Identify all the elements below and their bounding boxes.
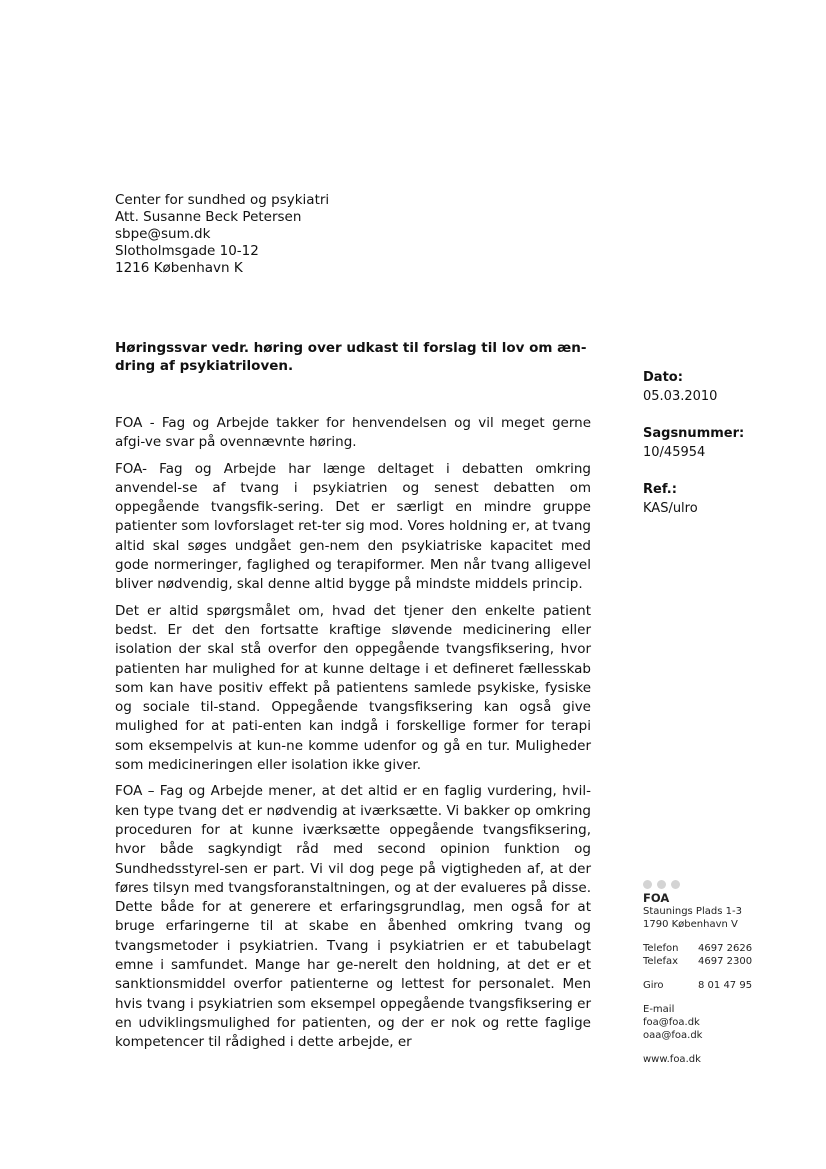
reference-label: Ref.: (643, 482, 677, 497)
email-address: oaa@foa.dk (643, 1030, 703, 1041)
recipient-line: 1216 København K (115, 260, 243, 276)
sender-city: 1790 København V (643, 919, 738, 930)
body-paragraph: FOA- Fag og Arbejde har længe deltaget i debatten omkring anvendel-se af tvang i psykiatrien og senest debatten om oppegående tvangsfik-sering. Det er særligt en mindre gruppe patienter som lovforslaget ret-ter sig mod. Vores holdning er, at tvang altid skal søges undgået gen-nem den psykiatriske kapacitet med gode normeringer, faglighed og terapiformer. Men når tvang alligevel bliver nødvendig, skal denne altid bygge på mindste middels princip. (115, 460, 591, 593)
fax-label: Telefax (643, 956, 679, 967)
letter-metadata (643, 368, 744, 536)
recipient-line: Att. Susanne Beck Petersen (115, 209, 302, 225)
sender-name: FOA (643, 891, 670, 905)
fax-row (643, 955, 752, 968)
phone-value: 4697 2626 (698, 943, 753, 954)
sender-street: Staunings Plads 1-3 (643, 906, 742, 917)
email-address: foa@foa.dk (643, 1017, 700, 1028)
recipient-email: sbpe@sum.dk (115, 226, 211, 242)
recipient-address (115, 192, 329, 277)
letter-subject: Høringssvar vedr. høring over udkast til forslag til lov om æn-dring af psykiatriloven. (115, 340, 587, 374)
case-number-value: 10/45954 (643, 445, 706, 460)
recipient-line: Center for sundhed og psykiatri (115, 192, 330, 208)
email-label: E-mail (643, 1004, 675, 1015)
case-number-label: Sagsnummer: (643, 426, 745, 441)
giro-value: 8 01 47 95 (698, 980, 753, 991)
body-paragraph: FOA - Fag og Arbejde takker for henvendelsen og vil meget gerne afgi-ve svar på ovennævnte høring. (115, 415, 591, 451)
phone-label: Telefon (643, 943, 679, 954)
body-paragraph: FOA – Fag og Arbejde mener, at det altid er en faglig vurdering, hvil-ken type tvang det er nødvendig at iværksætte. Vi bakker op omkring proceduren for at kunne iværksætte oppegående tvangsfiksering, hvor både sagkyndigt råd med second opinion funktion og Sundhedsstyrel-sen er part. Vi vil dog pege på vigtigheden af, at der føres tilsyn med tvangsforanstaltningen, og at der evalueres på disse. Dette både for at generere et erfaringsgrundlag, men også for at bruge erfaringerne til at skabe en åbenhed omkring tvang og tvangsmetoder i psykiatrien. Tvang i psykiatrien er et tabubelagt emne i samfundet. Mange har ge-nerelt den holdning, at det er et sanktionsmiddel overfor patienterne og lettest for personalet. Men hvis tvang i psykiatrien som eksempel oppegående tvangsfiksering er en udviklingsmulighed for patienten, og der er nok og rette faglige kompetencer til rådighed i dette arbejde, er (115, 783, 591, 1051)
recipient-line: Slotholmsgade 10-12 (115, 243, 259, 259)
letter-body (115, 414, 591, 1060)
giro-label: Giro (643, 980, 664, 991)
fax-value: 4697 2300 (698, 956, 753, 967)
website: www.foa.dk (643, 1054, 701, 1065)
phone-row (643, 942, 752, 955)
body-paragraph: Det er altid spørgsmålet om, hvad det tjener den enkelte patient bedst. Er det den fortsatte kraftige sløvende medicinering eller isolation der skal stå overfor den oppegående tvangsfiksering, hvor patienten har mulighed for at kunne deltage i et defineret fællesskab som kan have positiv effekt på patientens samlede psykiske, fysiske og sociale til-stand. Oppegående tvangsfiksering kan også give mulighed for at pati-enten kan indgå i forskellige former for terapi som eksempelvis at kun-ne komme udenfor og gå en tur. Muligheder som medicineringen eller isolation ikke giver. (115, 602, 591, 774)
reference-value: KAS/ulro (643, 501, 698, 516)
sender-contact-block (643, 880, 752, 1066)
date-label: Dato: (643, 370, 683, 385)
giro-row (643, 979, 752, 992)
foa-logo-dots-icon (643, 880, 752, 889)
date-value: 05.03.2010 (643, 389, 718, 404)
